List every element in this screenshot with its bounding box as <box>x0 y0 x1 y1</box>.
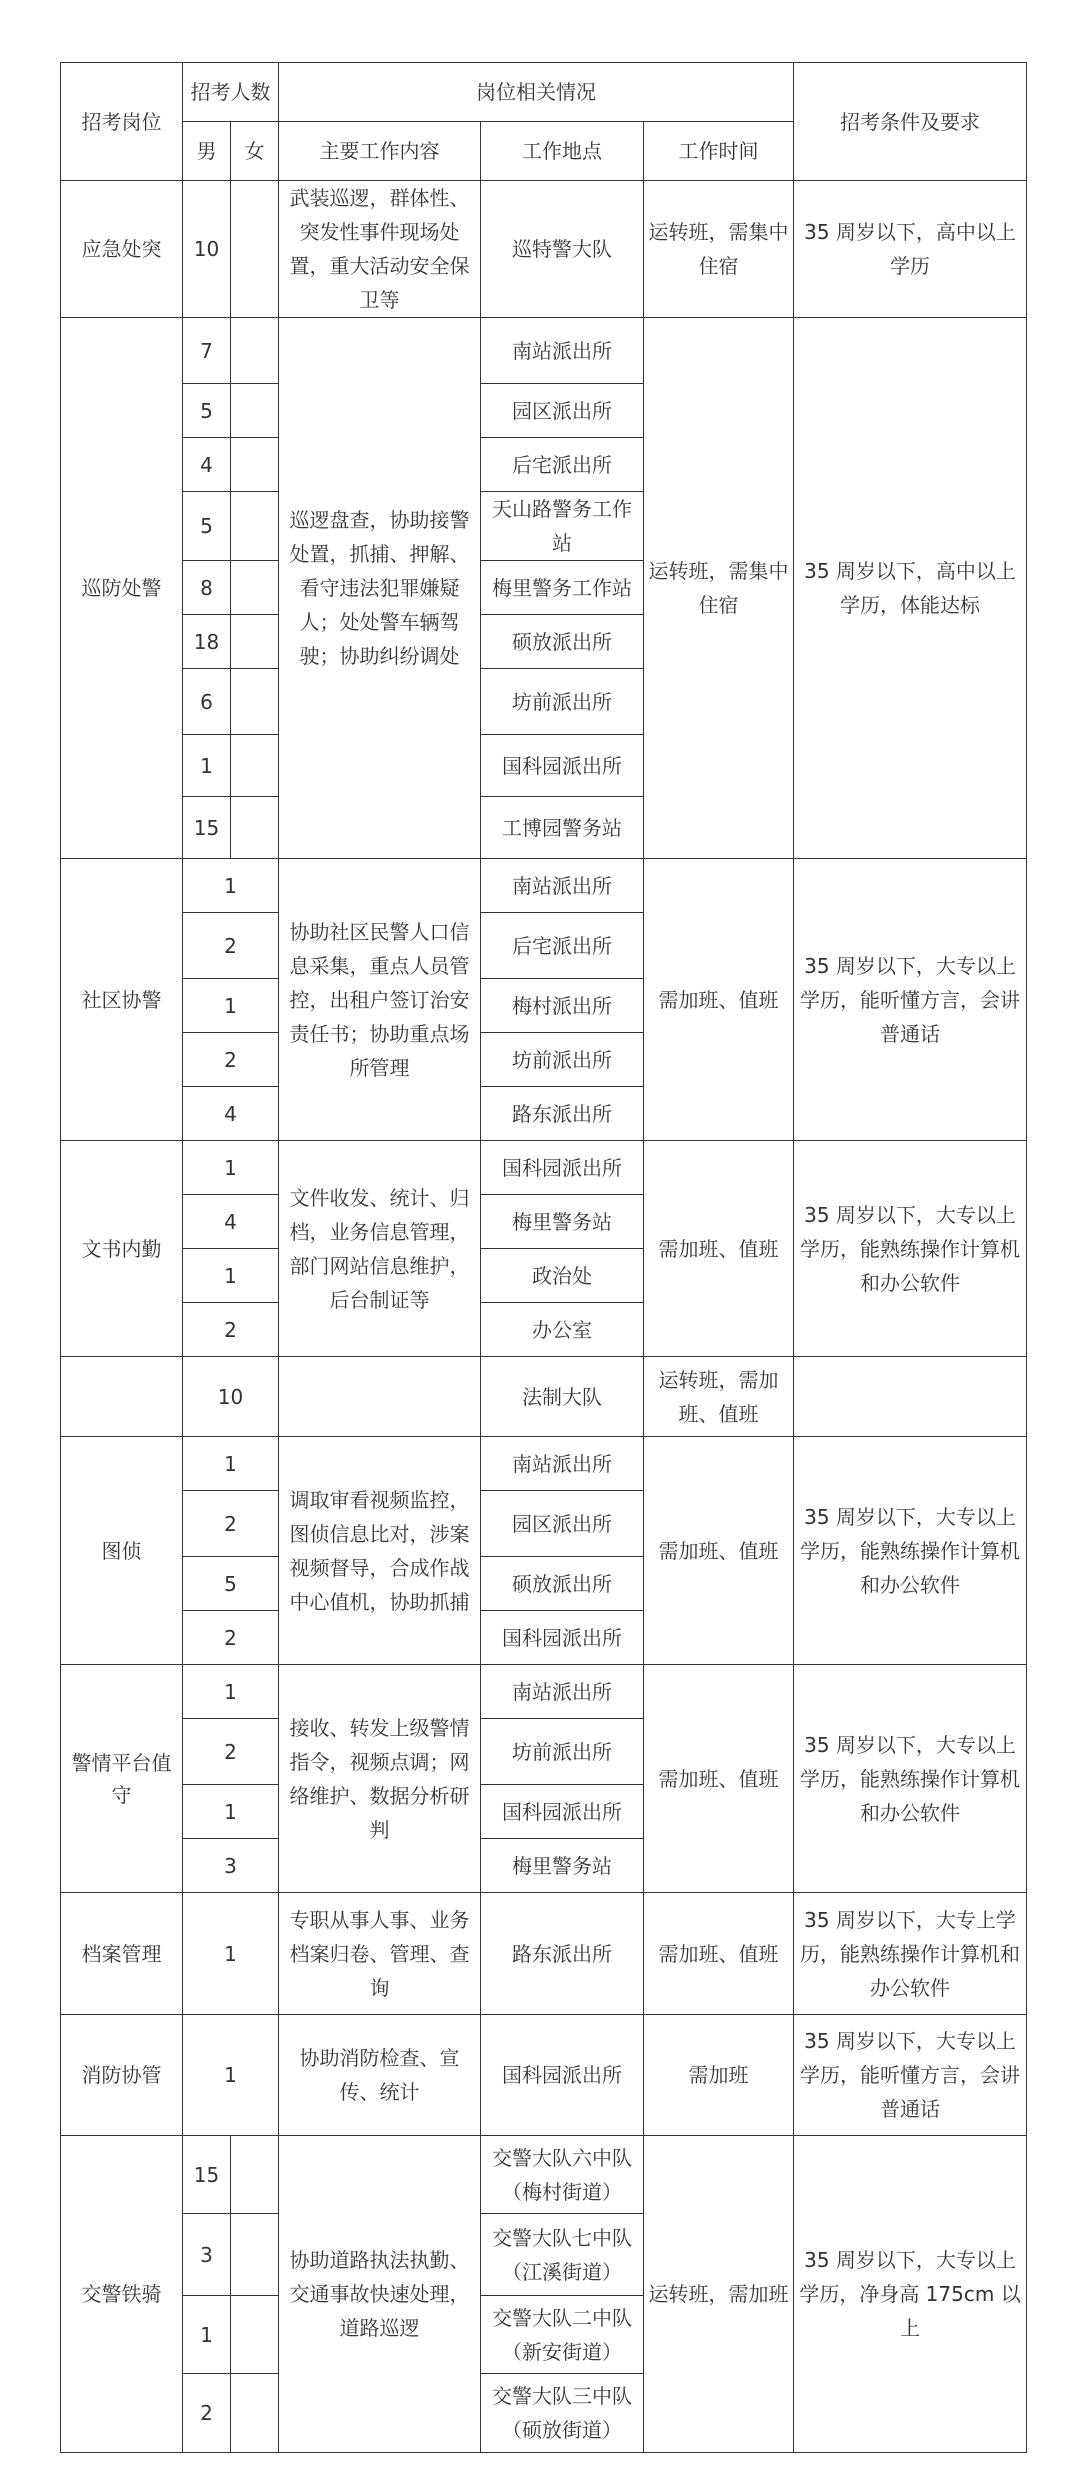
work-time-cell: 运转班，需集中住宿 <box>644 318 794 859</box>
header-requirements: 招考条件及要求 <box>794 63 1027 181</box>
location-cell: 坊前派出所 <box>481 1719 644 1785</box>
location-cell: 法制大队 <box>481 1357 644 1437</box>
count-total-cell: 3 <box>183 1839 279 1893</box>
position-cell: 图侦 <box>61 1437 183 1665</box>
requirements-cell: 35 周岁以下，大专上学历，能熟练操作计算机和办公软件 <box>794 1893 1027 2015</box>
position-cell: 巡防处警 <box>61 318 183 859</box>
work-content-cell: 协助社区民警人口信息采集，重点人员管控，出租户签订治安责任书；协助重点场所管理 <box>279 859 481 1141</box>
header-content: 主要工作内容 <box>279 122 481 181</box>
count-male-cell: 6 <box>183 669 231 735</box>
location-cell: 交警大队二中队（新安街道） <box>481 2296 644 2374</box>
location-cell: 园区派出所 <box>481 384 644 438</box>
count-total-cell: 5 <box>183 1557 279 1611</box>
requirements-cell: 35 周岁以下，高中以上学历，体能达标 <box>794 318 1027 859</box>
count-male-cell: 7 <box>183 318 231 384</box>
requirements-cell: 35 周岁以下，大专以上学历，能听懂方言，会讲普通话 <box>794 859 1027 1141</box>
work-content-cell: 调取审看视频监控，图侦信息比对，涉案视频督导，合成作战中心值机，协助抓捕 <box>279 1437 481 1665</box>
position-cell <box>61 1357 183 1437</box>
work-time-cell: 需加班、值班 <box>644 1893 794 2015</box>
requirements-cell: 35 周岁以下，高中以上学历 <box>794 181 1027 318</box>
count-female-cell <box>231 797 279 859</box>
requirements-cell: 35 周岁以下，大专以上学历，能熟练操作计算机和办公软件 <box>794 1665 1027 1893</box>
count-male-cell: 10 <box>183 181 231 318</box>
location-cell: 交警大队三中队（硕放街道） <box>481 2374 644 2453</box>
location-cell: 政治处 <box>481 1249 644 1303</box>
location-cell: 坊前派出所 <box>481 1033 644 1087</box>
header-female: 女 <box>231 122 279 181</box>
location-cell: 南站派出所 <box>481 1665 644 1719</box>
location-cell: 国科园派出所 <box>481 1611 644 1665</box>
requirements-cell: 35 周岁以下，大专以上学历，能听懂方言，会讲普通话 <box>794 2015 1027 2136</box>
requirements-cell: 35 周岁以下，大专以上学历，能熟练操作计算机和办公软件 <box>794 1141 1027 1357</box>
count-total-cell: 1 <box>183 1893 279 2015</box>
location-cell: 办公室 <box>481 1303 644 1357</box>
count-female-cell <box>231 735 279 797</box>
requirements-cell: 35 周岁以下，大专以上学历，能熟练操作计算机和办公软件 <box>794 1437 1027 1665</box>
table-row <box>61 318 1027 384</box>
count-male-cell: 2 <box>183 2374 231 2453</box>
table-row <box>61 1141 1027 1195</box>
count-female-cell <box>231 561 279 615</box>
count-total-cell: 1 <box>183 1437 279 1491</box>
count-total-cell: 2 <box>183 1719 279 1785</box>
table-row <box>61 2136 1027 2214</box>
location-cell: 国科园派出所 <box>481 735 644 797</box>
count-total-cell: 1 <box>183 2015 279 2136</box>
count-male-cell: 1 <box>183 2296 231 2374</box>
location-cell: 后宅派出所 <box>481 438 644 492</box>
count-total-cell: 2 <box>183 1491 279 1557</box>
header-related: 岗位相关情况 <box>279 63 794 122</box>
location-cell: 国科园派出所 <box>481 1785 644 1839</box>
table-row <box>61 1893 1027 2015</box>
count-total-cell: 4 <box>183 1087 279 1141</box>
location-cell: 交警大队六中队（梅村街道） <box>481 2136 644 2214</box>
count-total-cell: 1 <box>183 1249 279 1303</box>
count-male-cell: 1 <box>183 735 231 797</box>
count-total-cell: 2 <box>183 1611 279 1665</box>
count-total-cell: 1 <box>183 1141 279 1195</box>
header-male: 男 <box>183 122 231 181</box>
work-content-cell: 接收、转发上级警情指令，视频点调；网络维护、数据分析研判 <box>279 1665 481 1893</box>
count-total-cell: 2 <box>183 1303 279 1357</box>
header-time: 工作时间 <box>644 122 794 181</box>
location-cell: 梅里警务站 <box>481 1195 644 1249</box>
work-content-cell <box>279 1357 481 1437</box>
position-cell: 应急处突 <box>61 181 183 318</box>
header-count: 招考人数 <box>183 63 279 122</box>
location-cell: 巡特警大队 <box>481 181 644 318</box>
count-female-cell <box>231 384 279 438</box>
count-male-cell: 15 <box>183 2136 231 2214</box>
location-cell: 交警大队七中队（江溪街道） <box>481 2214 644 2296</box>
recruitment-table <box>60 62 1027 2453</box>
count-male-cell: 15 <box>183 797 231 859</box>
location-cell: 天山路警务工作站 <box>481 492 644 561</box>
count-male-cell: 18 <box>183 615 231 669</box>
count-female-cell <box>231 2374 279 2453</box>
count-female-cell <box>231 2296 279 2374</box>
work-time-cell: 需加班、值班 <box>644 1437 794 1665</box>
work-content-cell: 文件收发、统计、归档，业务信息管理，部门网站信息维护，后台制证等 <box>279 1141 481 1357</box>
count-total-cell: 1 <box>183 1785 279 1839</box>
location-cell: 国科园派出所 <box>481 1141 644 1195</box>
count-female-cell <box>231 318 279 384</box>
count-female-cell <box>231 669 279 735</box>
count-total-cell: 1 <box>183 859 279 913</box>
count-total-cell: 2 <box>183 913 279 979</box>
header-position: 招考岗位 <box>61 63 183 181</box>
header-location: 工作地点 <box>481 122 644 181</box>
table-row <box>61 1437 1027 1491</box>
position-cell: 交警铁骑 <box>61 2136 183 2453</box>
location-cell: 后宅派出所 <box>481 913 644 979</box>
location-cell: 南站派出所 <box>481 859 644 913</box>
work-content-cell: 协助消防检查、宣传、统计 <box>279 2015 481 2136</box>
work-time-cell: 需加班、值班 <box>644 859 794 1141</box>
count-total-cell: 2 <box>183 1033 279 1087</box>
count-male-cell: 3 <box>183 2214 231 2296</box>
location-cell: 梅里警务工作站 <box>481 561 644 615</box>
location-cell: 梅村派出所 <box>481 979 644 1033</box>
count-male-cell: 5 <box>183 384 231 438</box>
work-time-cell: 需加班、值班 <box>644 1665 794 1893</box>
requirements-cell <box>794 1357 1027 1437</box>
location-cell: 硕放派出所 <box>481 615 644 669</box>
work-content-cell: 武装巡逻，群体性、突发性事件现场处置，重大活动安全保卫等 <box>279 181 481 318</box>
work-content-cell: 专职从事人事、业务档案归卷、管理、查询 <box>279 1893 481 2015</box>
location-cell: 工博园警务站 <box>481 797 644 859</box>
count-total-cell: 4 <box>183 1195 279 1249</box>
count-male-cell: 4 <box>183 438 231 492</box>
work-time-cell: 运转班，需加班、值班 <box>644 1357 794 1437</box>
location-cell: 园区派出所 <box>481 1491 644 1557</box>
position-cell: 文书内勤 <box>61 1141 183 1357</box>
work-time-cell: 需加班、值班 <box>644 1141 794 1357</box>
location-cell: 梅里警务站 <box>481 1839 644 1893</box>
count-female-cell <box>231 492 279 561</box>
table-row <box>61 2015 1027 2136</box>
count-male-cell: 5 <box>183 492 231 561</box>
work-time-cell: 需加班 <box>644 2015 794 2136</box>
table-row <box>61 1357 1027 1437</box>
position-cell: 档案管理 <box>61 1893 183 2015</box>
position-cell: 社区协警 <box>61 859 183 1141</box>
work-time-cell: 运转班，需加班 <box>644 2136 794 2453</box>
location-cell: 南站派出所 <box>481 1437 644 1491</box>
work-content-cell: 巡逻盘查，协助接警处置，抓捕、押解、看守违法犯罪嫌疑人；处处警车辆驾驶；协助纠纷调处 <box>279 318 481 859</box>
location-cell: 坊前派出所 <box>481 669 644 735</box>
position-cell: 消防协管 <box>61 2015 183 2136</box>
position-cell: 警情平台值守 <box>61 1665 183 1893</box>
count-female-cell <box>231 615 279 669</box>
count-female-cell <box>231 438 279 492</box>
count-total-cell: 1 <box>183 979 279 1033</box>
count-female-cell <box>231 181 279 318</box>
location-cell: 南站派出所 <box>481 318 644 384</box>
count-total-cell: 1 <box>183 1665 279 1719</box>
count-male-cell: 8 <box>183 561 231 615</box>
work-content-cell: 协助道路执法执勤、交通事故快速处理，道路巡逻 <box>279 2136 481 2453</box>
table-row <box>61 859 1027 913</box>
table-row <box>61 181 1027 318</box>
count-total-cell: 10 <box>183 1357 279 1437</box>
location-cell: 硕放派出所 <box>481 1557 644 1611</box>
count-female-cell <box>231 2214 279 2296</box>
location-cell: 路东派出所 <box>481 1087 644 1141</box>
count-female-cell <box>231 2136 279 2214</box>
table-row <box>61 1665 1027 1719</box>
location-cell: 国科园派出所 <box>481 2015 644 2136</box>
location-cell: 路东派出所 <box>481 1893 644 2015</box>
requirements-cell: 35 周岁以下，大专以上学历，净身高 175cm 以上 <box>794 2136 1027 2453</box>
work-time-cell: 运转班，需集中住宿 <box>644 181 794 318</box>
